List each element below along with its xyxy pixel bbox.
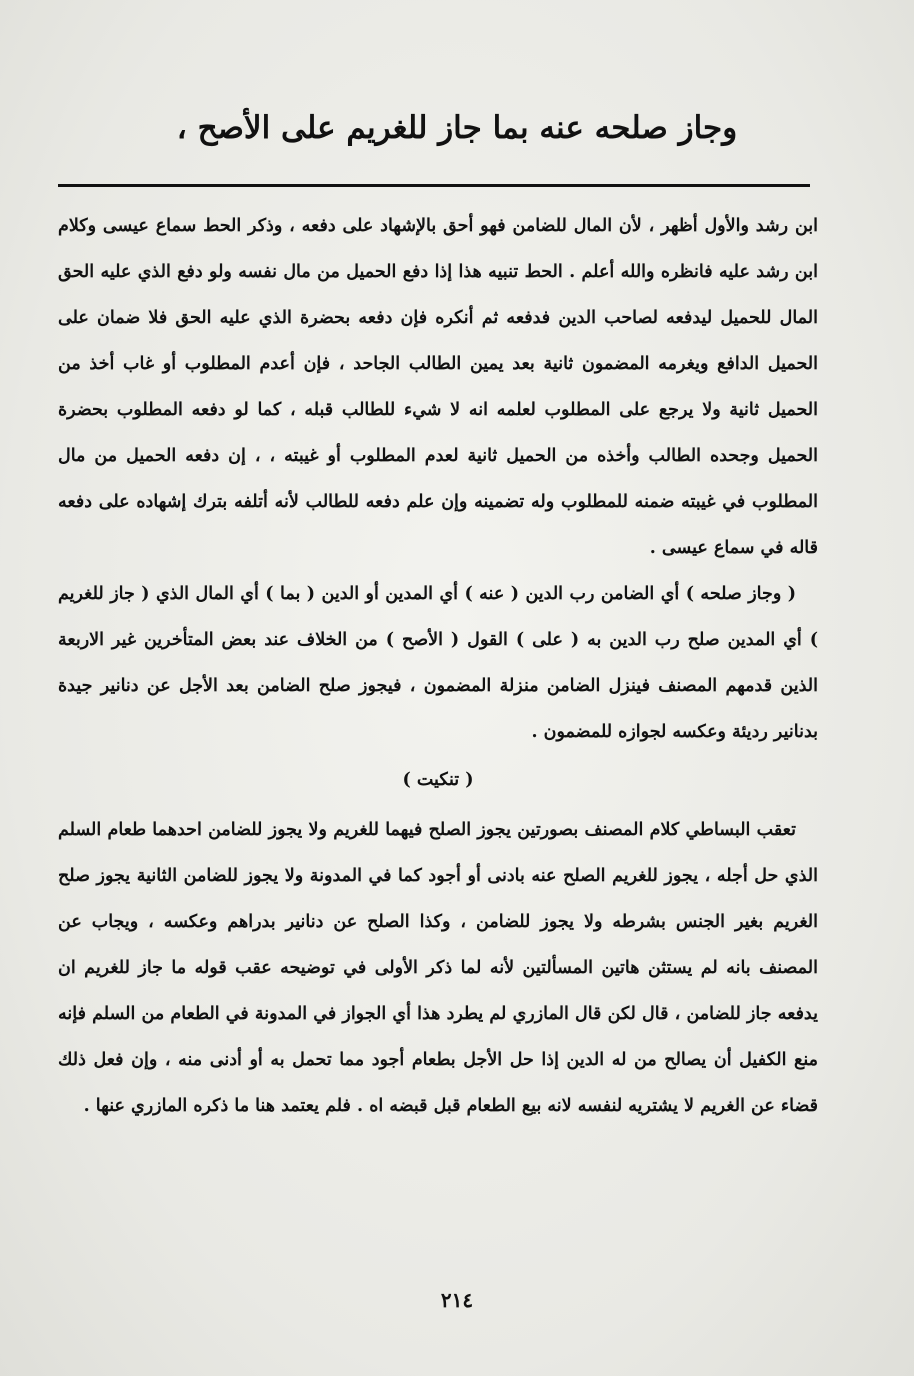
body-text [58,203,818,1129]
page-title: وجاز صلحه عنه بما جاز للغريم على الأصح ، [176,110,738,146]
paragraph-1: ابن رشد والأول أظهر ، لأن المال للضامن فهو أحق بالإشهاد على دفعه ، وذكر الحط سماع عيسى وكلام ابن رشد عليه فانظره والله أعلم . الحط تنبيه هذا إذا دفع الحميل من مال نفسه ولو دفع الذي عليه الحق المال للحميل ليدفعه لصاحب الدين فدفعه ثم أنكره فإن دفعه بحضرة الذي عليه الحق فلا ضمان على الحميل الدافع ويغرمه المضمون ثانية بعد يمين الطالب الجاحد ، فإن أعدم المطلوب أو غاب أخذ من الحميل ثانية ولا يرجع على المطلوب لعلمه انه لا شيء للطالب قبله ، كما لو دفعه المطلوب بحضرة الحميل وجحده الطالب وأخذه من الحميل ثانية لعدم المطلوب أو غيبته ، ، إن دفعه الحميل من مال المطلوب في غيبته ضمنه للمطلوب وله تضمينه وإن علم دفعه للطالب لأنه أتلفه بترك إشهاده على دفعه قاله في سماع عيسى . [58,216,818,558]
page-number: ٢١٤ [440,1288,474,1312]
header-divider [58,184,810,187]
paragraph-2: ( وجاز صلحه ) أي الضامن رب الدين ( عنه ) أي المدين أو الدين ( بما ) أي المال الذي ( جاز للغريم ) أي المدين صلح رب الدين به ( على ) القول ( الأصح ) من الخلاف عند بعض المتأخرين غير الاربعة الذين قدمهم المصنف فينزل الضامن منزلة المضمون ، فيجوز صلح الضامن بعد الأجل عن دنانير جيدة بدنانير رديئة وعكسه لجوازه للمضمون . [58,584,818,742]
paragraph-3: تعقب البساطي كلام المصنف بصورتين يجوز الصلح فيهما للغريم ولا يجوز للضامن احدهما طعام السلم الذي حل أجله ، يجوز للغريم الصلح عنه بادنى أو أجود كما في المدونة ولا يجوز للضامن الثانية يجوز صلح الغريم بغير الجنس بشرطه ولا يجوز للضامن ، وكذا الصلح عن دنانير بدراهم وعكسه ، ويجاب عن المصنف بانه لم يستثن هاتين المسألتين لأنه لما ذكر الأولى في توضيحه عقب قوله ما جاز للغريم ان يدفعه جاز للضامن ، قال لكن قال المازري لم يطرد هذا أي الجواز في المدونة في الطعام من السلم فإنه منع الكفيل أن يصالح من له الدين إذا حل الأجل بطعام أجود مما تحمل به أو أدنى منه ، وإن فعل ذلك قضاء عن الغريم لا يشتريه لنفسه لانه بيع الطعام قبل قبضه اه . فلم يعتمد هنا ما ذكره المازري عنها . [58,820,818,1116]
section-heading: ( تنكيت ) [402,770,474,790]
